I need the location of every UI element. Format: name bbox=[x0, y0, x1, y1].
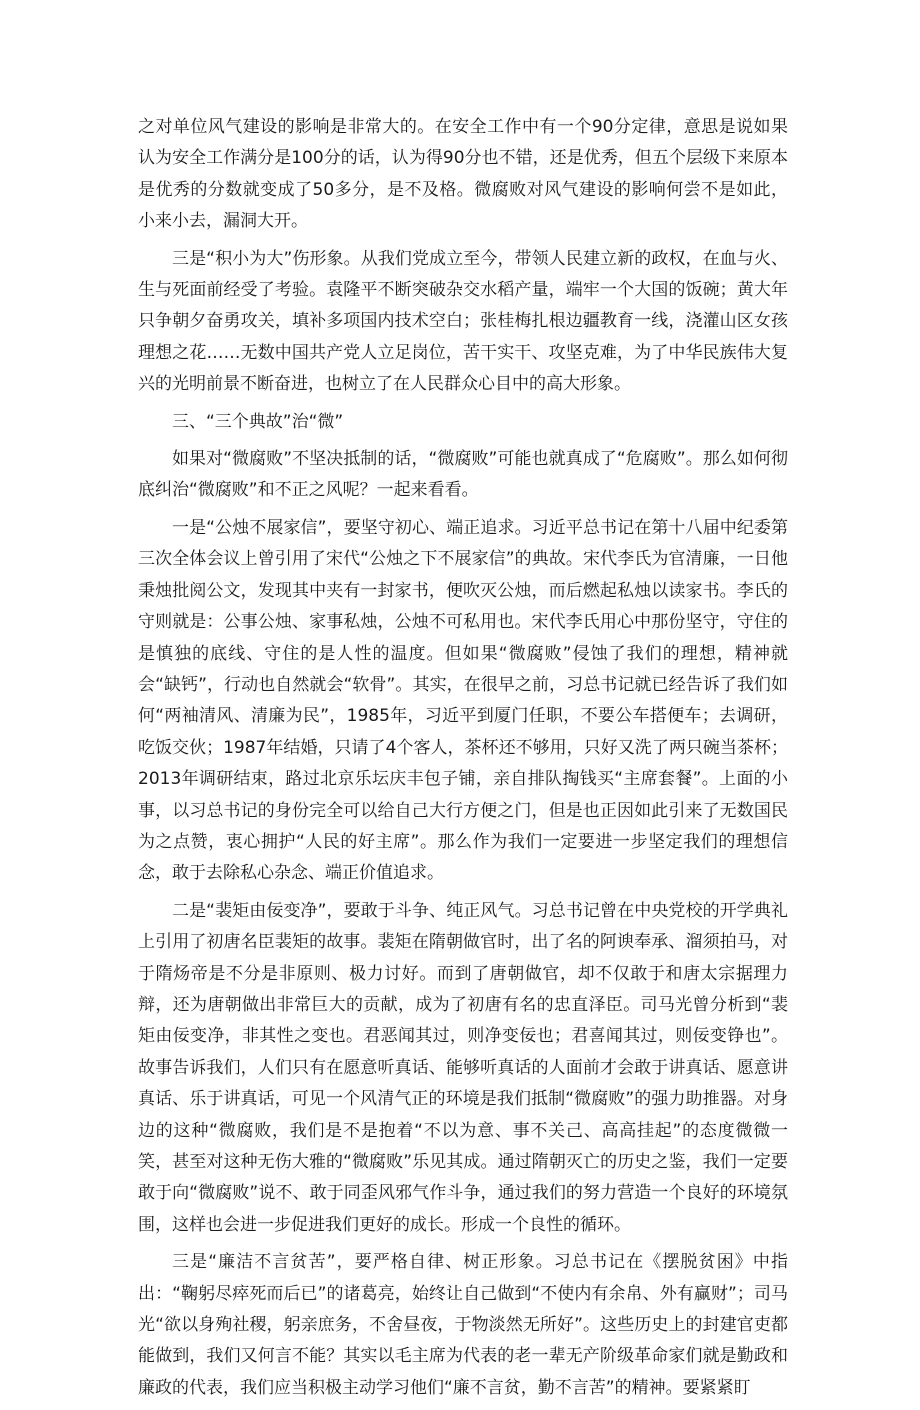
paragraph-1: 之对单位风气建设的影响是非常大的。在安全工作中有一个90分定律，意思是说如果认为安全工作满分是100分的话，认为得90分也不错，还是优秀，但五个层级下来原本是优秀的分数就变成了50多分，是不及格。微腐败对风气建设的影响何尝不是如此，小来小去，漏洞大开。 bbox=[138, 117, 788, 232]
paragraph-6: 三是“廉洁不言贫苦”，要严格自律、树正形象。习总书记在《摆脱贫困》中指出：“鞠躬尽瘁死而后已”的诸葛亮，始终让自己做到“不使内有余帛、外有赢财”；司马光“欲以身殉社稷，躬亲庶务，不舍昼夜，于物淡然无所好”。这些历史上的封建官吏都能做到，我们又何言不能？其实以毛主席为代表的老一辈无产阶级革命家们就是勤政和廉政的代表，我们应当积极主动学习他们“廉不言贫，勤不言苦”的精神。要紧紧盯 bbox=[138, 1252, 788, 1398]
paragraph-5: 二是“裴矩由佞变净”，要敢于斗争、纯正风气。习总书记曾在中央党校的开学典礼上引用了初唐名臣裴矩的故事。裴矩在隋朝做官时，出了名的阿谀奉承、溜须拍马，对于隋炀帝是不分是非原则、极力讨好。而到了唐朝做官，却不仅敢于和唐太宗据理力辩，还为唐朝做出非常巨大的贡献，成为了初唐有名的忠直泽臣。司马光曾分析到“裴矩由佞变净，非其性之变也。君恶闻其过，则净变佞也；君喜闻其过，则佞变铮也”。故事告诉我们，人们只有在愿意听真话、能够听真话的人面前才会敢于讲真话、愿意讲真话、乐于讲真话，可见一个风清气正的环境是我们抵制“微腐败”的强力助推器。对身边的这种“微腐败，我们是不是抱着“不以为意、事不关己、高高挂起”的态度微微一笑，甚至对这种无伤大雅的“微腐败”乐见其成。通过隋朝灭亡的历史之鉴，我们一定要敢于向“微腐败”说不、敢于同歪风邪气作斗争，通过我们的努力营造一个良好的环境氛围，这样也会进一步促进我们更好的成长。形成一个良性的循环。 bbox=[138, 900, 788, 1235]
section-heading: 三、“三个典故”治“微” bbox=[172, 411, 344, 432]
document-page bbox=[138, 112, 788, 1410]
paragraph-2: 三是“积小为大”伤形象。从我们党成立至今，带领人民建立新的政权，在血与火、生与死面前经受了考验。袁隆平不断突破杂交水稻产量，端牢一个大国的饭碗；黄大年只争朝夕奋勇攻关，填补多项国内技术空白；张桂梅扎根边疆教育一线，浇灌山区女孩理想之花……无数中国共产党人立足岗位，苦干实干、攻坚克难，为了中华民族伟大复兴的光明前景不断奋进，也树立了在人民群众心目中的高大形象。 bbox=[138, 248, 788, 395]
paragraph-4: 一是“公烛不展家信”，要坚守初心、端正追求。习近平总书记在第十八届中纪委第三次全体会议上曾引用了宋代“公烛之下不展家信”的典故。宋代李氏为官清廉，一日他秉烛批阅公文，发现其中夹有一封家书，便吹灭公烛，而后燃起私烛以读家书。李氏的守则就是：公事公烛、家事私烛，公烛不可私用也。宋代李氏用心中那份坚守，守住的是慎独的底线、守住的是人性的温度。但如果“微腐败”侵蚀了我们的理想，精神就会“缺钙”，行动也自然就会“软骨”。其实，在很早之前，习总书记就已经告诉了我们如何“两袖清风、清廉为民”，1985年，习近平到厦门任职，不要公车搭便车；去调研，吃饭交伙；1987年结婚，只请了4个客人，茶杯还不够用，只好又洗了两只碗当茶杯；2013年调研结束，路过北京乐坛庆丰包子铺，亲自排队掏钱买“主席套餐”。上面的小事，以习总书记的身份完全可以给自己大行方便之门，但是也正因如此引来了无数国民为之点赞，衷心拥护“人民的好主席”。那么作为我们一定要进一步坚定我们的理想信念，敢于去除私心杂念、端正价值追求。 bbox=[138, 517, 788, 884]
paragraph-3: 如果对“微腐败”不坚决抵制的话，“微腐败”可能也就真成了“危腐败”。那么如何彻底纠治“微腐败”和不正之风呢？一起来看看。 bbox=[138, 449, 788, 501]
